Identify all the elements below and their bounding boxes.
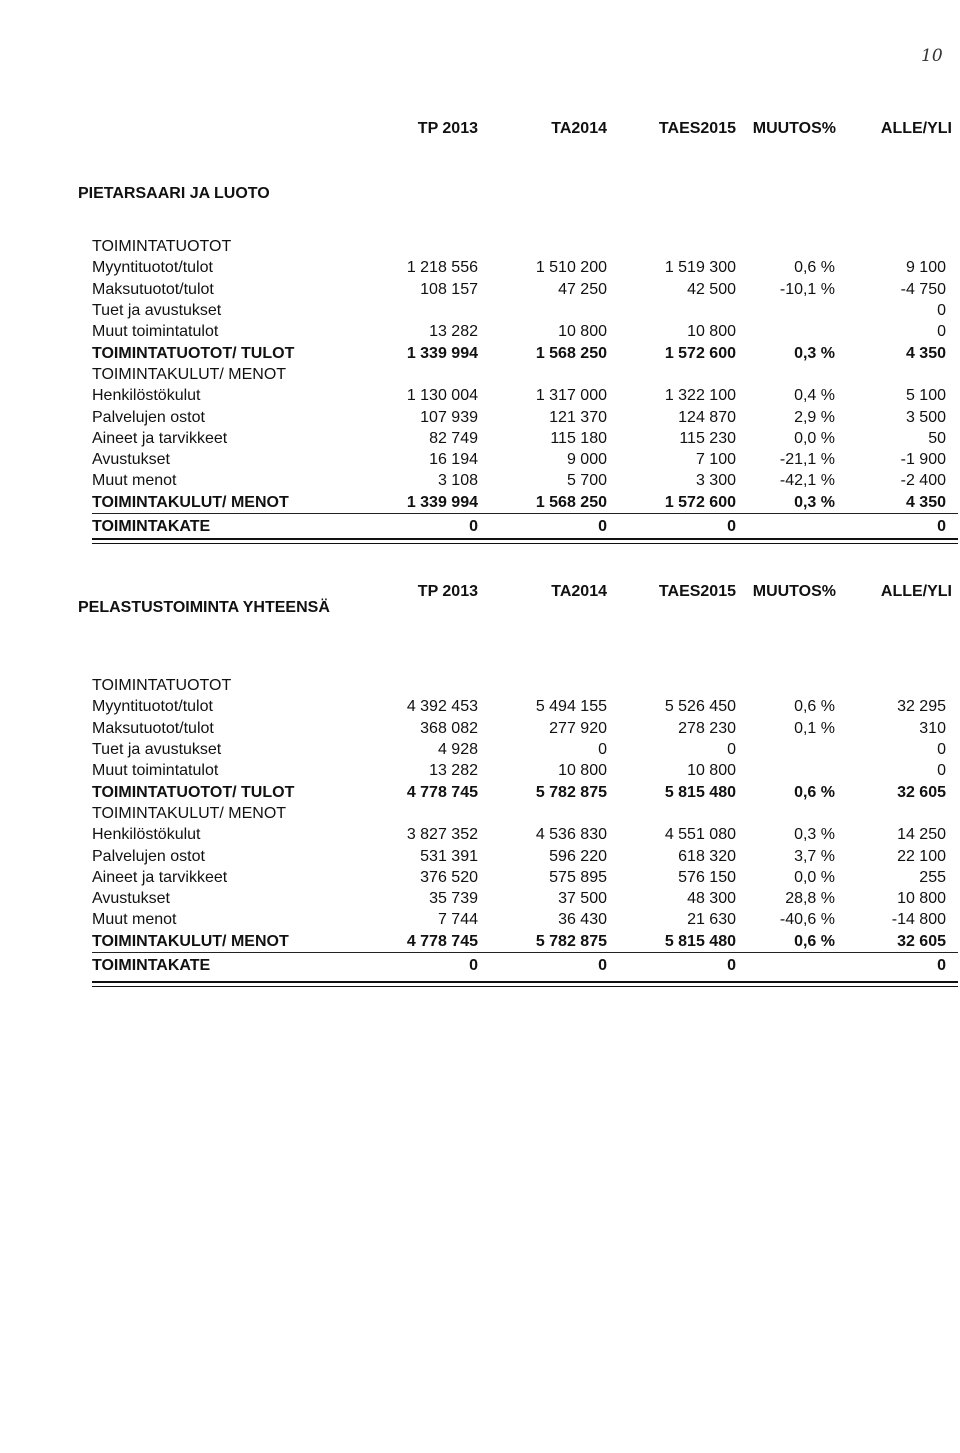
cell-taes2015: 5 815 480: [607, 931, 736, 953]
row-label: TOIMINTAKATE: [92, 517, 211, 535]
table-row: [92, 824, 958, 845]
cell-alle-yli: 0: [937, 302, 946, 320]
row-label: TOIMINTAKULUT/ MENOT: [92, 804, 287, 822]
table-row: [92, 909, 958, 930]
cell-ta2014: 5 494 155: [535, 698, 607, 716]
cell-taes2015: 4 551 080: [664, 826, 736, 844]
cell-ta2014: 47 250: [558, 280, 607, 298]
cell-taes2015: 1 572 600: [664, 344, 736, 362]
row-label: Myyntituotot/tulot: [92, 698, 213, 716]
cell-tp2013: [384, 675, 478, 696]
column-header-muutos: MUUTOS%: [752, 583, 836, 600]
cell-alle-yli: [835, 675, 958, 696]
cell-ta2014: 0: [598, 956, 607, 974]
cell-taes2015: 10 800: [687, 323, 736, 341]
cell-ta2014: [478, 300, 607, 321]
row-label: TOIMINTAKULUT/ MENOT: [92, 492, 384, 514]
table-row: [92, 931, 958, 953]
cell-ta2014: 36 430: [558, 911, 607, 929]
cell-ta2014: 5 700: [566, 472, 607, 490]
cell-alle-yli: [835, 803, 958, 824]
column-header-tp2013: TP 2013: [417, 120, 478, 137]
table-row: [92, 321, 958, 342]
page-number: 10: [921, 46, 943, 66]
cell-alle-yli: 0: [937, 762, 946, 780]
row-label: TOIMINTAKATE: [92, 956, 211, 974]
cell-muutos: 0,6 %: [736, 931, 835, 953]
cell-ta2014: 121 370: [549, 408, 607, 426]
cell-muutos: 0,1 %: [794, 719, 835, 737]
cell-tp2013: 107 939: [420, 408, 478, 426]
cell-muutos: 0,6 %: [794, 259, 835, 277]
cell-muutos: [736, 739, 835, 760]
cell-muutos: [736, 952, 835, 979]
cell-taes2015: 278 230: [678, 719, 736, 737]
cell-taes2015: 1 322 100: [664, 387, 736, 405]
cell-muutos: [736, 236, 835, 257]
cell-alle-yli: 22 100: [897, 847, 946, 865]
cell-muutos: 0,3 %: [794, 826, 835, 844]
cell-alle-yli: 0: [937, 741, 946, 759]
cell-alle-yli: 4 350: [905, 344, 946, 362]
cell-tp2013: 3 108: [437, 472, 478, 490]
row-label: Tuet ja avustukset: [92, 302, 222, 320]
column-header-ta2014: TA2014: [551, 583, 607, 600]
cell-alle-yli: 14 250: [897, 826, 946, 844]
cell-taes2015: 3 300: [695, 472, 736, 490]
table-row: [92, 492, 958, 514]
cell-tp2013: 13 282: [429, 762, 478, 780]
cell-alle-yli: 0: [937, 517, 946, 535]
cell-alle-yli: 4 350: [835, 492, 958, 514]
section-title-2: PELASTUSTOIMINTA YHTEENSÄ: [78, 599, 330, 616]
row-label: Tuet ja avustukset: [92, 741, 222, 759]
cell-tp2013: 7 744: [437, 911, 478, 929]
cell-taes2015: 618 320: [678, 847, 736, 865]
cell-muutos: 28,8 %: [785, 890, 835, 908]
cell-ta2014: [478, 675, 607, 696]
cell-taes2015: 42 500: [687, 280, 736, 298]
cell-tp2013: 531 391: [420, 847, 478, 865]
budget-table-2: [92, 675, 958, 979]
row-label: TOIMINTATUOTOT/ TULOT: [92, 783, 295, 801]
cell-alle-yli: 32 605: [835, 931, 958, 953]
cell-alle-yli: -4 750: [900, 280, 946, 298]
cell-tp2013: [384, 364, 478, 385]
cell-tp2013: 4 778 745: [384, 931, 478, 953]
cell-taes2015: 115 230: [679, 429, 736, 447]
section-title-1: PIETARSAARI JA LUOTO: [78, 185, 270, 202]
cell-taes2015: [607, 675, 736, 696]
cell-ta2014: 9 000: [566, 451, 607, 469]
cell-taes2015: 576 150: [678, 868, 736, 886]
cell-taes2015: 5 526 450: [664, 698, 736, 716]
cell-taes2015: 5 815 480: [664, 783, 736, 801]
cell-ta2014: 1 568 250: [535, 344, 607, 362]
row-label: Muut menot: [92, 472, 177, 490]
column-header-taes2015: TAES2015: [658, 583, 736, 600]
cell-muutos: [736, 321, 835, 342]
cell-ta2014: 0: [598, 517, 607, 535]
row-label: Aineet ja tarvikkeet: [92, 868, 228, 886]
row-label: TOIMINTATUOTOT/ TULOT: [92, 344, 295, 362]
cell-muutos: -42,1 %: [779, 472, 835, 490]
budget-table-1: [92, 236, 958, 540]
column-header-ta2014: TA2014: [551, 120, 607, 137]
cell-taes2015: [607, 236, 736, 257]
cell-muutos: -10,1 %: [779, 280, 835, 298]
cell-tp2013: 82 749: [429, 429, 478, 447]
cell-alle-yli: 0: [937, 323, 946, 341]
cell-muutos: 0,3 %: [736, 492, 835, 514]
row-label: Myyntituotot/tulot: [92, 259, 213, 277]
column-header-alle-yli: ALLE/YLI: [880, 120, 952, 137]
cell-muutos: 0,0 %: [794, 868, 835, 886]
table-row: [92, 385, 958, 406]
table-row: [92, 867, 958, 888]
row-label: Avustukset: [92, 890, 170, 908]
cell-tp2013: 0: [469, 956, 478, 974]
cell-muutos: [736, 675, 835, 696]
table-row: [92, 449, 958, 470]
cell-muutos: [736, 300, 835, 321]
cell-tp2013: 1 339 994: [406, 344, 478, 362]
table-row: [92, 952, 958, 979]
cell-ta2014: 37 500: [558, 890, 607, 908]
cell-taes2015: 0: [727, 517, 736, 535]
cell-tp2013: 376 520: [420, 868, 478, 886]
cell-ta2014: 4 536 830: [535, 826, 607, 844]
cell-tp2013: 108 157: [420, 280, 478, 298]
cell-muutos: 0,4 %: [794, 387, 835, 405]
cell-taes2015: 10 800: [687, 762, 736, 780]
cell-tp2013: 4 928: [437, 741, 478, 759]
cell-ta2014: 0: [598, 741, 607, 759]
row-label: Maksutuotot/tulot: [92, 719, 214, 737]
table-row: [92, 470, 958, 491]
cell-ta2014: 1 317 000: [535, 387, 607, 405]
cell-alle-yli: 32 605: [897, 783, 946, 801]
row-label: TOIMINTAKULUT/ MENOT: [92, 365, 287, 383]
cell-alle-yli: 310: [919, 719, 946, 737]
cell-taes2015: 0: [727, 741, 736, 759]
cell-tp2013: 368 082: [420, 719, 478, 737]
cell-muutos: -40,6 %: [779, 911, 835, 929]
cell-taes2015: 48 300: [687, 890, 736, 908]
table-row: [92, 696, 958, 717]
cell-alle-yli: 255: [919, 868, 946, 886]
row-label: Henkilöstökulut: [92, 826, 201, 844]
column-header-tp2013: TP 2013: [417, 583, 478, 600]
double-underline-1: [92, 538, 958, 544]
cell-alle-yli: 50: [928, 429, 946, 447]
column-header-taes2015: TAES2015: [658, 120, 736, 137]
cell-ta2014: [478, 236, 607, 257]
row-label: Palvelujen ostot: [92, 408, 205, 426]
cell-taes2015: 21 630: [687, 911, 736, 929]
cell-tp2013: 3 827 352: [406, 826, 478, 844]
cell-alle-yli: 5 100: [905, 387, 946, 405]
cell-muutos: [736, 760, 835, 781]
cell-muutos: -21,1 %: [779, 451, 835, 469]
column-header-alle-yli: ALLE/YLI: [880, 583, 952, 600]
cell-taes2015: 1 572 600: [607, 492, 736, 514]
cell-muutos: 3,7 %: [794, 847, 835, 865]
table-row: [92, 845, 958, 866]
cell-ta2014: [478, 803, 607, 824]
table-row: [92, 257, 958, 278]
cell-tp2013: 1 218 556: [406, 259, 478, 277]
cell-alle-yli: 0: [937, 956, 946, 974]
row-label: Maksutuotot/tulot: [92, 280, 214, 298]
cell-alle-yli: -14 800: [891, 911, 946, 929]
table-row: [92, 675, 958, 696]
cell-tp2013: [384, 803, 478, 824]
cell-alle-yli: -1 900: [900, 451, 946, 469]
table-row: [92, 406, 958, 427]
cell-taes2015: [607, 300, 736, 321]
cell-alle-yli: -2 400: [900, 472, 946, 490]
cell-alle-yli: 32 295: [897, 698, 946, 716]
row-label: Palvelujen ostot: [92, 847, 205, 865]
cell-muutos: 0,3 %: [794, 344, 835, 362]
table-row: [92, 760, 958, 781]
table-row: [92, 300, 958, 321]
column-header-row-1: [0, 118, 960, 140]
row-label: Henkilöstökulut: [92, 387, 201, 405]
cell-muutos: 0,6 %: [794, 698, 835, 716]
cell-tp2013: [384, 236, 478, 257]
cell-ta2014: 575 895: [549, 868, 607, 886]
table-row: [92, 279, 958, 300]
cell-ta2014: 277 920: [549, 719, 607, 737]
cell-muutos: 2,9 %: [794, 408, 835, 426]
table-row: [92, 739, 958, 760]
row-label: TOIMINTATUOTOT: [92, 238, 232, 256]
cell-alle-yli: [835, 236, 958, 257]
cell-alle-yli: [835, 364, 958, 385]
cell-tp2013: [384, 300, 478, 321]
cell-muutos: [736, 513, 835, 540]
cell-ta2014: 596 220: [549, 847, 607, 865]
cell-taes2015: 7 100: [695, 451, 736, 469]
cell-tp2013: 35 739: [429, 890, 478, 908]
cell-muutos: [736, 364, 835, 385]
cell-tp2013: 1 339 994: [384, 492, 478, 514]
row-label: Aineet ja tarvikkeet: [92, 429, 228, 447]
row-label: Avustukset: [92, 451, 170, 469]
cell-tp2013: 13 282: [429, 323, 478, 341]
table-row: [92, 428, 958, 449]
cell-alle-yli: 3 500: [905, 408, 946, 426]
cell-alle-yli: 10 800: [897, 890, 946, 908]
double-underline-2: [92, 981, 958, 987]
row-label: Muut menot: [92, 911, 177, 929]
cell-alle-yli: 9 100: [905, 259, 946, 277]
cell-tp2013: 16 194: [429, 451, 478, 469]
cell-ta2014: 115 180: [550, 429, 607, 447]
cell-ta2014: 1 510 200: [535, 259, 607, 277]
cell-tp2013: 1 130 004: [406, 387, 478, 405]
cell-taes2015: [607, 803, 736, 824]
cell-tp2013: 4 392 453: [406, 698, 478, 716]
table-row: [92, 364, 958, 385]
cell-muutos: 0,6 %: [794, 783, 835, 801]
row-label: TOIMINTATUOTOT: [92, 677, 232, 695]
cell-ta2014: 5 782 875: [535, 783, 607, 801]
cell-tp2013: 4 778 745: [406, 783, 478, 801]
row-label: TOIMINTAKULUT/ MENOT: [92, 931, 384, 953]
row-label: Muut toimintatulot: [92, 762, 219, 780]
table-row: [92, 781, 958, 802]
cell-muutos: 0,0 %: [794, 429, 835, 447]
row-label: Muut toimintatulot: [92, 323, 219, 341]
cell-taes2015: 1 519 300: [664, 259, 736, 277]
cell-ta2014: 1 568 250: [478, 492, 607, 514]
table-row: [92, 236, 958, 257]
cell-muutos: [736, 803, 835, 824]
table-row: [92, 718, 958, 739]
cell-ta2014: 10 800: [558, 762, 607, 780]
cell-ta2014: 5 782 875: [478, 931, 607, 953]
cell-ta2014: 10 800: [558, 323, 607, 341]
table-row: [92, 342, 958, 363]
cell-taes2015: 124 870: [678, 408, 736, 426]
table-row: [92, 803, 958, 824]
column-header-muutos: MUUTOS%: [752, 120, 836, 137]
cell-ta2014: [478, 364, 607, 385]
cell-taes2015: 0: [727, 956, 736, 974]
table-row: [92, 888, 958, 909]
cell-tp2013: 0: [469, 517, 478, 535]
cell-taes2015: [607, 364, 736, 385]
table-row: [92, 513, 958, 540]
